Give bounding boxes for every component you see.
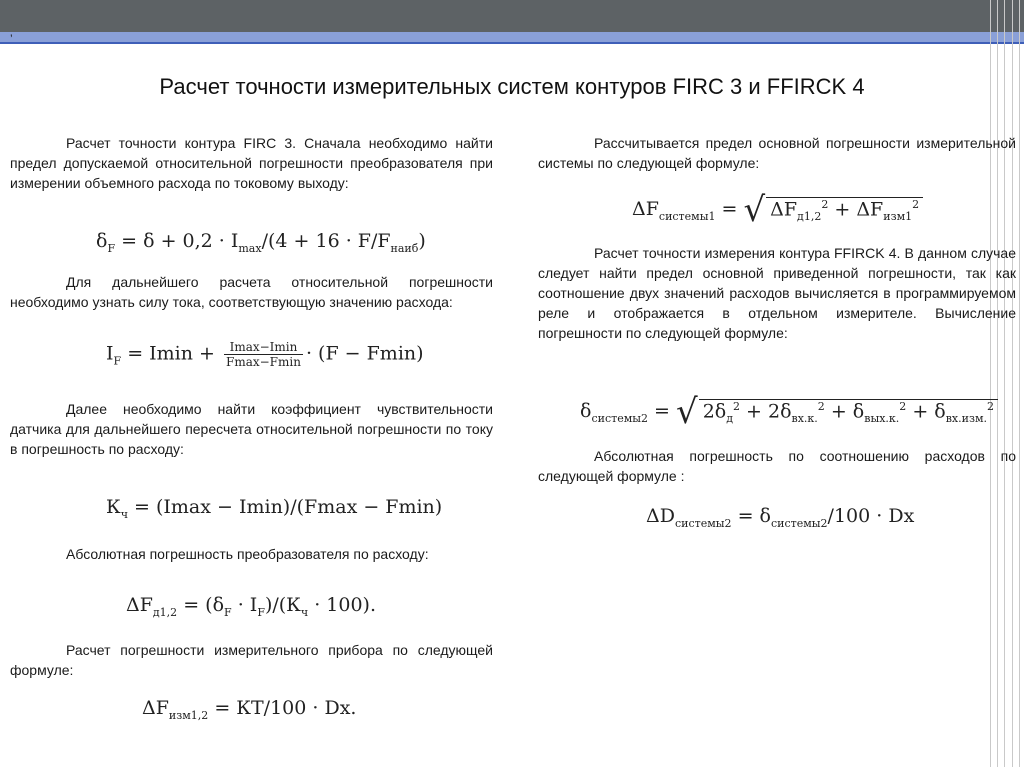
left-paragraph-4: Абсолютная погрешность преобразователя по расходу:: [66, 546, 429, 562]
header-mark: ’: [10, 32, 13, 46]
formula-k-ch: $К_ч = (Imax - Imin)/(Fmax - Fmin)$: [106, 496, 443, 521]
top-accent-bar: [0, 32, 1024, 42]
right-paragraph-2: Расчет точности измерения контура FFIRCK 4. В данном случае следует найти предел основной приведенной погрешности, так как соотношение двух значений расходов вычисляется в программируемом реле и отображается в отдельном измерителе. Вычисление погрешности по следующей формуле:: [538, 245, 1016, 341]
left-paragraph-1: Расчет точности контура FIRC 3. Сначала необходимо найти предел допускаемой относительной погрешности преобразователя при измерении объемного расхода по токовому выходу:: [10, 135, 493, 191]
right-paragraph-1: Рассчитывается предел основной погрешности измерительной системы по следующей формуле:: [538, 135, 1016, 171]
left-paragraph-2: Для дальнейшего расчета относительной погрешности необходимо узнать силу тока, соответствующую значению расхода:: [10, 274, 493, 310]
right-decoration: [988, 0, 1024, 767]
right-paragraph-3: Абсолютная погрешность по соотношению расходов по следующей формуле :: [538, 448, 1016, 484]
formula-delta-f-system1: $\Delta F_{системы1}$ = √ $\Delta F_{д1,2}^2 + \Delta F_{изм1}^2$: [632, 190, 923, 230]
formula-delta-f-d: $\Delta F_{д1,2} = (\delta_F \cdot I_F)/(К_ч \cdot 100)$.: [126, 594, 377, 619]
page-title: Расчет точности измерительных систем контуров FIRC 3 и FFIRCK 4: [159, 74, 865, 99]
formula-delta-system2: $\delta_{системы2}$ = √ $2\delta_д^2 + 2\delta_{вх.к.}^2 + \delta_{вых.к.}^2 + \delta_{вх.изм.}^2$: [580, 392, 998, 432]
formula-delta-d-system2: $\Delta D_{системы2} = \delta_{системы2}/100 \cdot Dx$: [646, 505, 915, 530]
left-paragraph-3: Далее необходимо найти коэффициент чувствительности датчика для дальнейшего пересчета относительной погрешности по току в погрешность по расходу:: [10, 401, 493, 457]
top-bar: [0, 0, 1024, 32]
formula-delta-f: $\delta_F = \delta + 0,2 \cdot I_{max}/(4 + 16 \cdot F/F_{наиб})$: [96, 230, 426, 255]
formula-delta-f-izm: $\Delta F_{изм1,2} = КТ/100 \cdot Dx$.: [142, 697, 357, 722]
top-accent-line: [0, 42, 1024, 44]
left-paragraph-5: Расчет погрешности измерительного прибора по следующей формуле:: [10, 642, 493, 678]
formula-i-f: $I_F = Imin$ + $\frac{Imax-Imin}{Fmax-Fmin}$ · (F − Fmin): [106, 340, 424, 369]
